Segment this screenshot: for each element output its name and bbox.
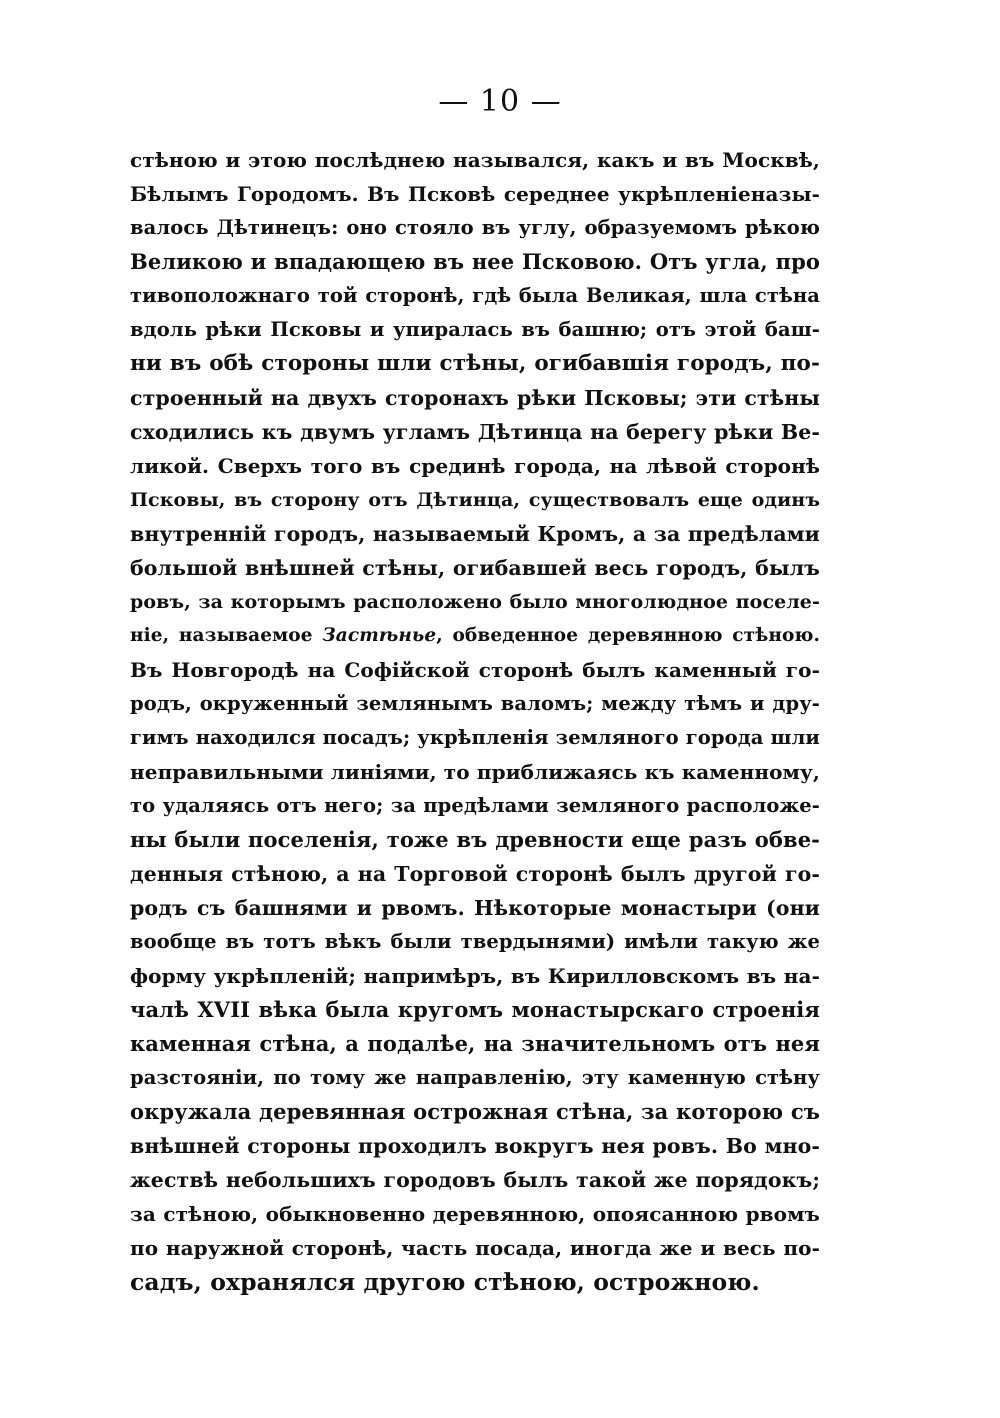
text-line: неправильными линіями, то приближаясь къ каменному, — [130, 760, 820, 784]
text-line: то удаляясь отъ него; за предѣлами земляного расположе- — [130, 794, 820, 817]
text-line: Бѣлымъ Городомъ. Въ Псковѣ середнее укрѣпленіеназы- — [130, 182, 820, 206]
italic-term: Застѣнье — [322, 625, 437, 646]
text-line: большой внѣшней стѣны, огибавшей весь городъ, былъ — [130, 556, 820, 580]
text-line: валось Дѣтинецъ: оно стояло въ углу, образуемомъ рѣкою — [130, 216, 820, 239]
text-line: вообще въ тотъ вѣкъ были твердынями) имѣли такую же — [130, 930, 820, 953]
text-line: родъ, окруженный землянымъ валомъ; между тѣмъ и дру- — [130, 692, 820, 715]
text-line: Великою и впадающею въ нее Псковою. Отъ угла, про — [130, 249, 820, 274]
page-number: — 10 — — [438, 84, 562, 119]
body-text — [130, 143, 820, 1299]
text-line-with-italic — [130, 619, 820, 653]
text-line: за стѣною, обыкновенно деревянною, опоясанною рвомъ — [130, 1202, 820, 1226]
text-line: каменная стѣна, а подалѣе, на значительномъ отъ нея — [130, 1031, 820, 1056]
text-line: сходились къ двумъ угламъ Дѣтинца на берегу рѣки Ве- — [130, 420, 820, 444]
text-line: разстояніи, по тому же направленію, эту каменную стѣну — [130, 1066, 820, 1089]
text-line: строенный на двухъ сторонахъ рѣки Псковы; эти стѣны — [130, 386, 820, 410]
text-line: родъ съ башнями и рвомъ. Нѣкоторые монастыри (они — [130, 896, 820, 920]
text-line: ны были поселенія, тоже въ древности еще разъ обве- — [130, 827, 820, 852]
text-line: по наружной сторонѣ, часть посада, иногда же и весь по- — [130, 1236, 820, 1260]
text-line: жествѣ небольшихъ городовъ былъ такой же порядокъ; — [130, 1168, 820, 1192]
text-line: форму укрѣпленій; напримѣръ, въ Кирилловскомъ въ на- — [130, 964, 820, 988]
text-line: тивоположнаго той сторонѣ, гдѣ была Великая, шла стѣна — [130, 284, 820, 307]
text-line: внутренній городъ, называемый Кромъ, а за предѣлами — [130, 522, 820, 546]
text-line: внѣшней стороны проходилъ вокругъ нея ровъ. Во мно- — [130, 1134, 820, 1158]
text-line: ни въ обѣ стороны шли стѣны, огибавшія городъ, по- — [130, 351, 820, 376]
text-line: чалѣ XVII вѣка была кругомъ монастырскаго строенія — [130, 997, 820, 1022]
text-segment: , обведенное деревянною стѣною. — [436, 625, 821, 646]
text-line: гимъ находился посадъ; укрѣпленія земляного города шли — [130, 726, 820, 749]
text-line: окружала деревянная острожная стѣна, за которою съ — [130, 1099, 820, 1124]
text-line: ликой. Сверхъ того въ срединѣ города, на лѣвой сторонѣ — [130, 454, 820, 478]
text-line: Въ Новгородѣ на Софійской сторонѣ былъ каменный го- — [130, 658, 820, 682]
text-line: Псковы, въ сторону отъ Дѣтинца, существовалъ еще одинъ — [130, 489, 820, 511]
text-line: денныя стѣною, а на Торговой сторонѣ былъ другой го- — [130, 862, 820, 886]
text-line: ровъ, за которымъ расположено было многолюдное поселе- — [130, 591, 820, 613]
text-segment: ніе, называемое — [130, 625, 323, 646]
text-line: вдоль рѣки Псковы и упиралась въ башню; отъ этой баш- — [130, 318, 820, 341]
text-line: садъ, охранялся другою стѣною, острожною. — [130, 1268, 760, 1296]
text-line: стѣною и этою послѣднею назывался, какъ и въ Москвѣ, — [130, 148, 820, 172]
